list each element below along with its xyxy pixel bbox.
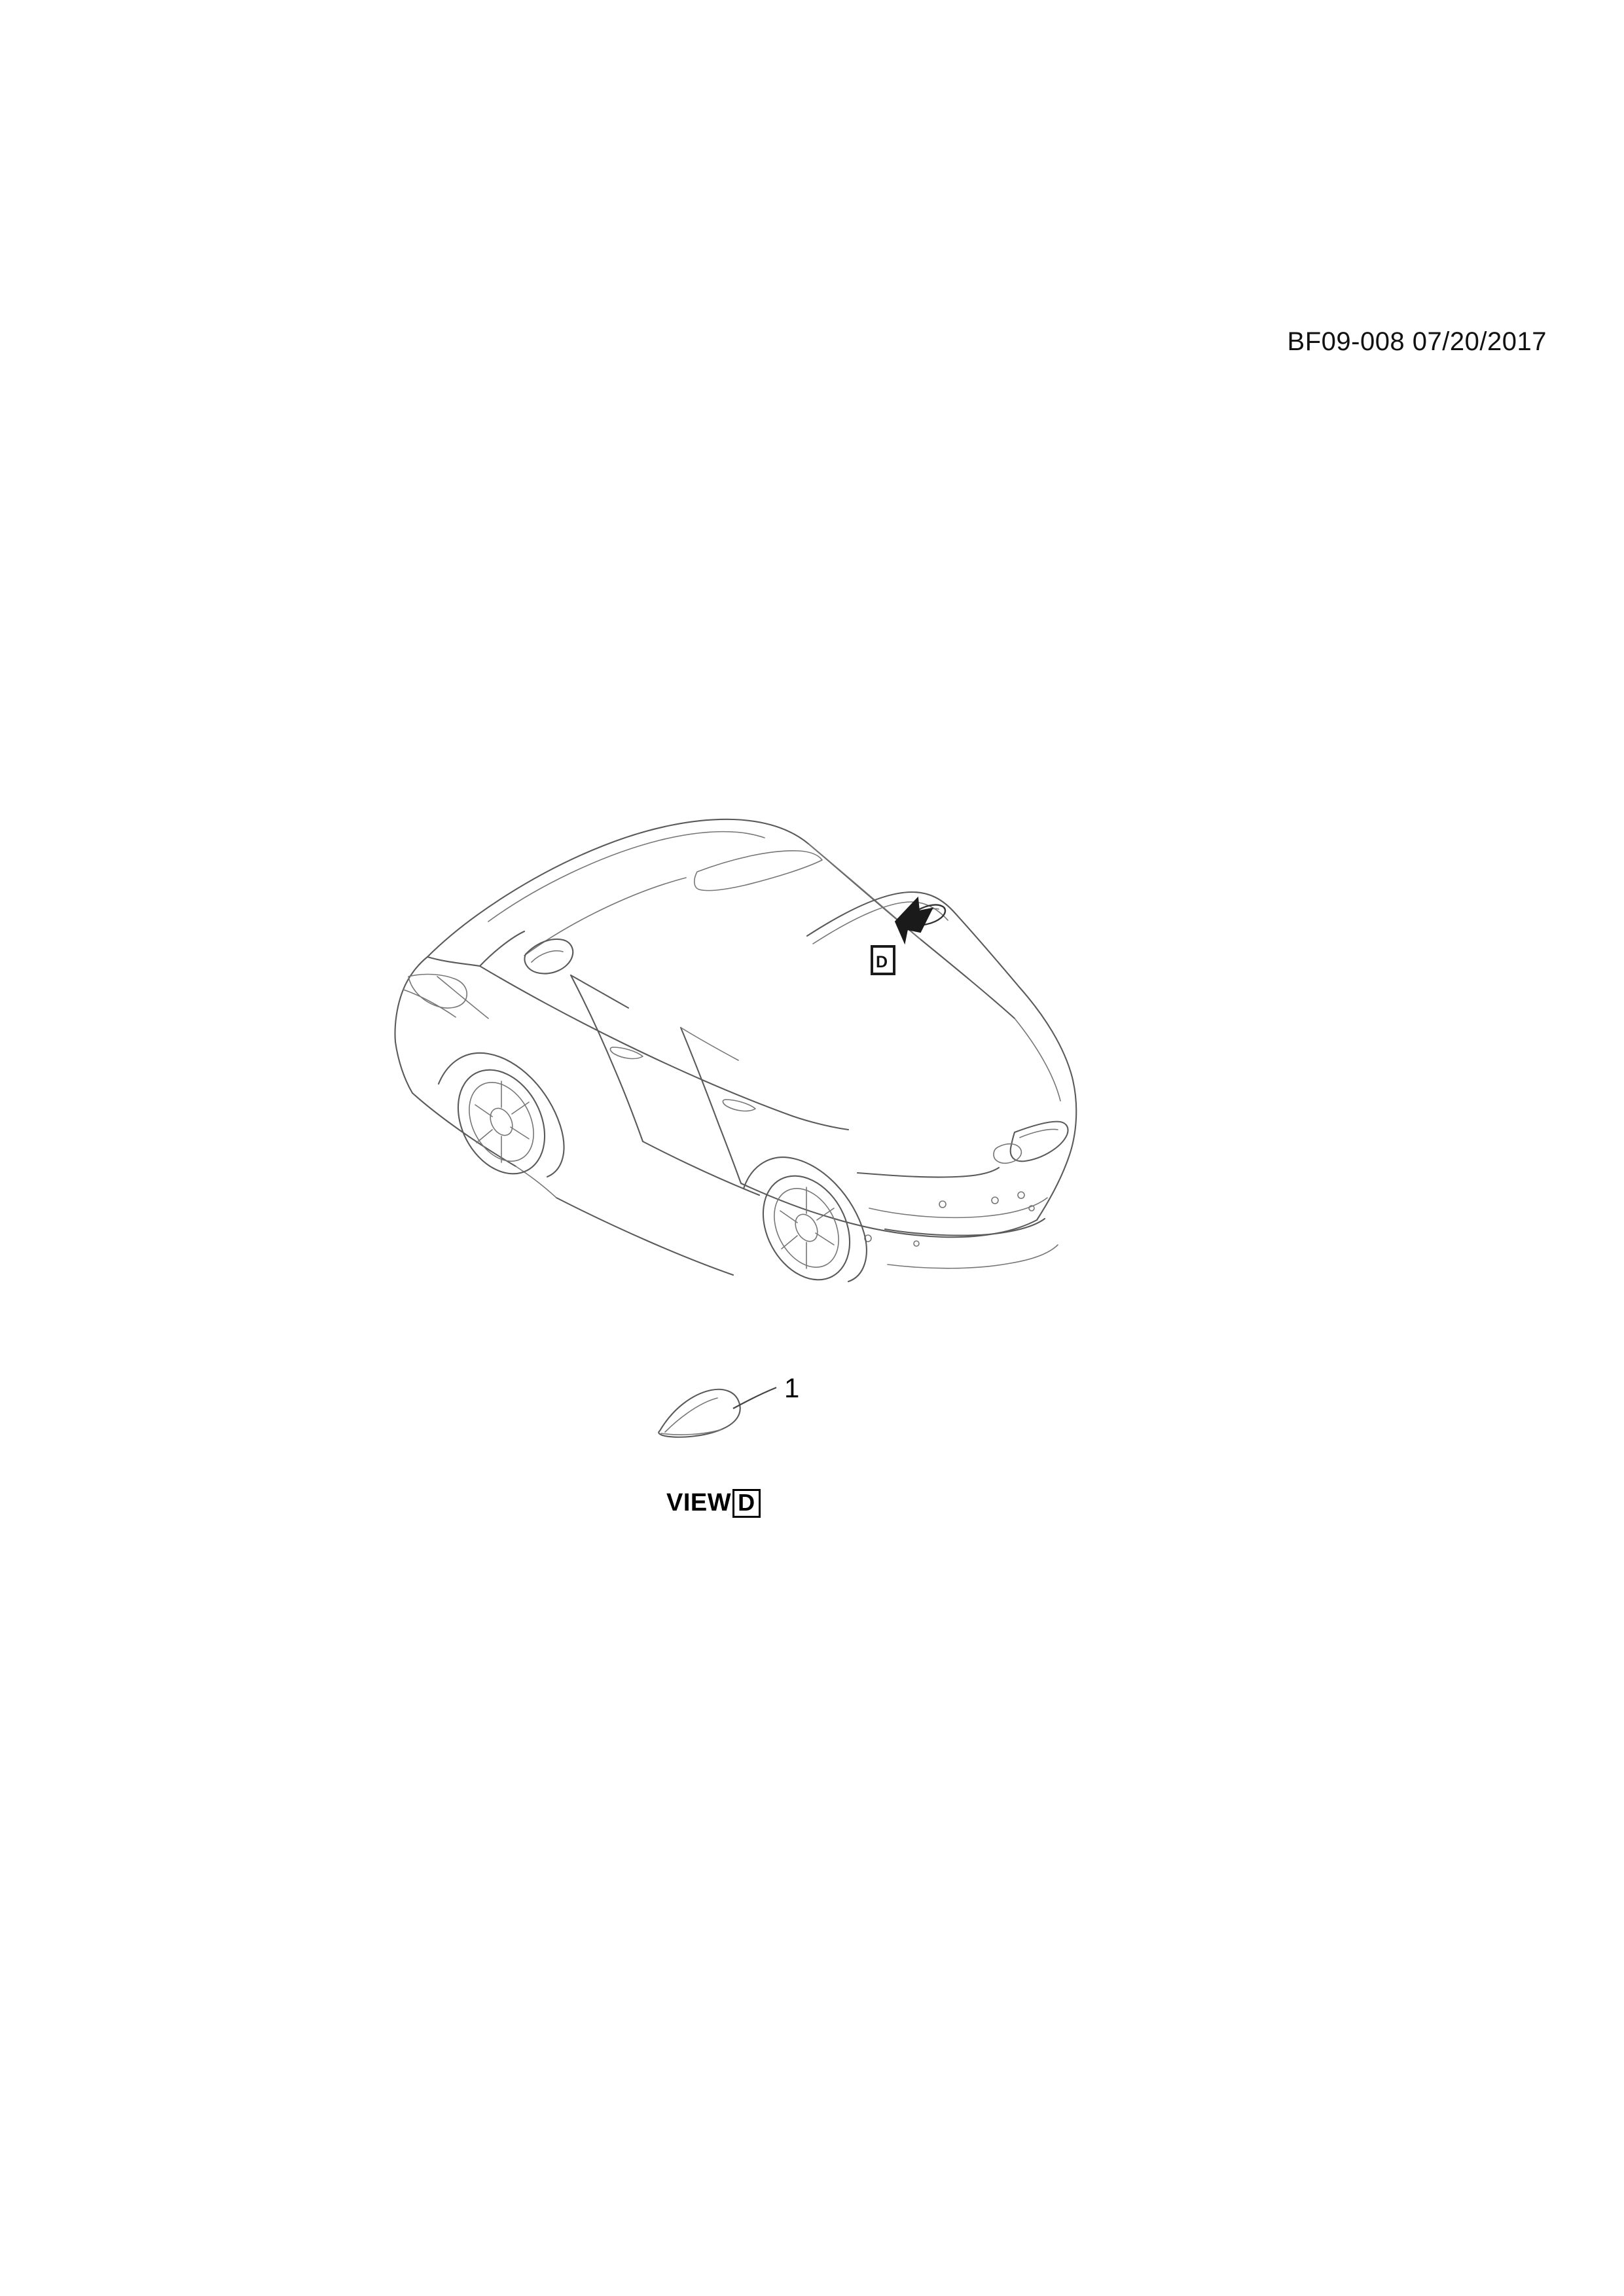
leader-line-1 [733, 1388, 776, 1408]
callout-number-1: 1 [784, 1372, 800, 1403]
document-code-date: BF09-008 07/20/2017 [1287, 327, 1547, 356]
vehicle-drawing [340, 746, 1296, 1296]
main-illustration [340, 746, 1296, 1296]
view-label-word: VIEW [666, 1489, 732, 1517]
view-label-letter: D [732, 1489, 761, 1518]
view-tag-d-text: D [876, 953, 888, 971]
view-label-d [666, 1489, 761, 1518]
view-tag-d [872, 946, 894, 974]
